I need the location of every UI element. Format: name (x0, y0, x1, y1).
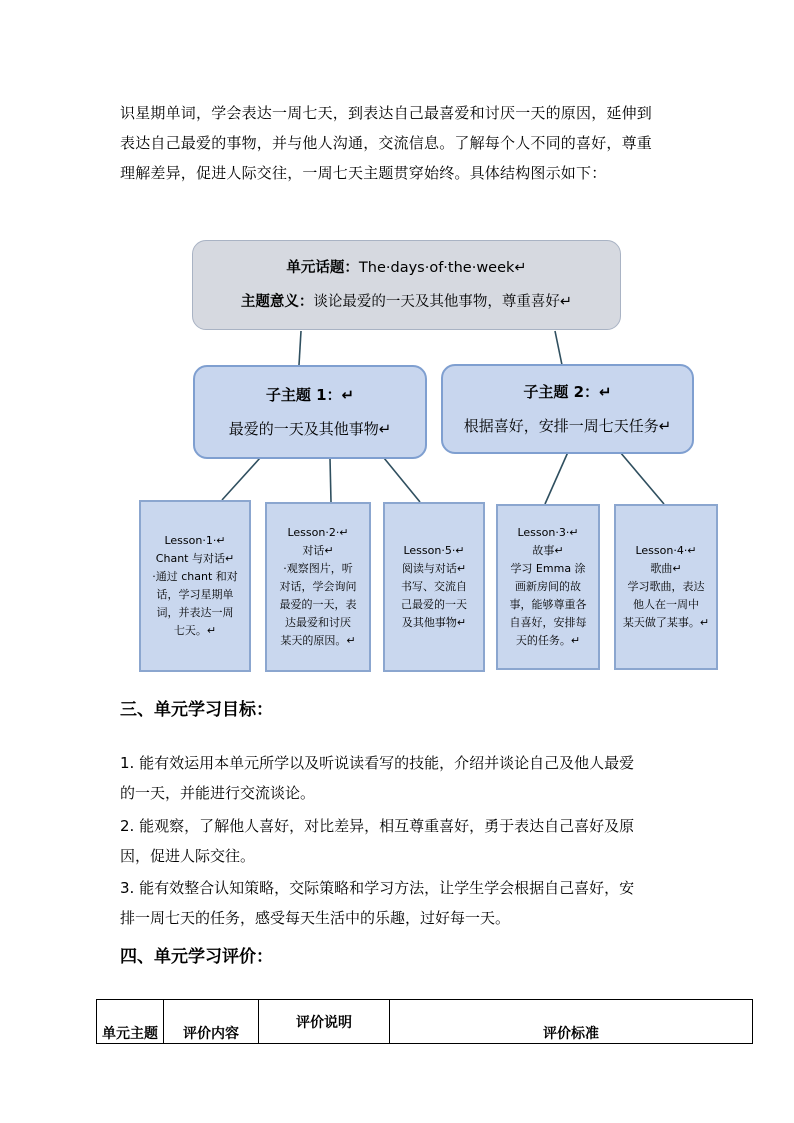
table-header-cell: 评价内容 (164, 1000, 259, 1044)
lesson-line: 阅读与对话↵ (401, 562, 467, 575)
lesson-line: 自喜好，安排每 (509, 616, 587, 629)
table-header-cell: 单元主题 (97, 1000, 164, 1044)
intro-line: 理解差异，促进人际交往，一周七天主题贯穿始终。具体结构图示如下： (120, 164, 607, 182)
objective-line: 1. 能有效运用本单元所学以及听说读看写的技能，介绍并谈论自己及他人最爱 (120, 754, 635, 772)
lesson-line: 书写、交流自 (401, 580, 467, 593)
lesson-5-box (383, 502, 485, 672)
connector-topic-sub2 (555, 331, 562, 365)
lesson-3-box (496, 504, 600, 670)
table-header-cell: 评价说明 (259, 1000, 390, 1044)
unit-topic-line (286, 251, 526, 285)
connector-sub2-lesson3 (545, 452, 568, 504)
lesson-line: 歌曲↵ (650, 562, 682, 575)
connector-sub1-lesson5 (384, 458, 420, 502)
section-4-heading: 四、单元学习评价： (120, 947, 273, 967)
objective-item-3 (120, 873, 676, 933)
lesson-line: 及其他事物↵ (401, 616, 467, 629)
objective-line: 排一周七天的任务，感受每天生活中的乐趣，过好每一天。 (120, 909, 511, 927)
lesson-line: 某天做了某事。↵ (622, 616, 710, 629)
objective-item-1 (120, 748, 676, 808)
subtopic-2-text: 根据喜好，安排一周七天任务↵ (463, 417, 672, 435)
lesson-line: Lesson·1·↵ (164, 534, 226, 547)
lesson-4-box (614, 504, 718, 670)
connector-sub1-lesson1 (222, 458, 260, 500)
lesson-line: Lesson·3·↵ (517, 526, 579, 539)
lesson-line: ·观察图片，听 (283, 562, 353, 575)
lesson-line: Lesson·4·↵ (635, 544, 697, 557)
lesson-line: Lesson·2·↵ (287, 526, 349, 539)
connector-sub2-lesson4 (620, 452, 664, 504)
lesson-line: 己最爱的一天 (401, 598, 467, 611)
objective-line: 因，促进人际交往。 (120, 847, 256, 865)
lesson-line: 对话，学会询问 (279, 580, 357, 593)
section-3-heading: 三、单元学习目标： (120, 700, 273, 720)
objective-line: 的一天，并能进行交流谈论。 (120, 784, 316, 802)
intro-line: 表达自己最爱的事物，并与他人沟通，交流信息。了解每个人不同的喜好，尊重 (120, 134, 653, 152)
lesson-2-box (265, 502, 371, 672)
theme-meaning-line (241, 285, 572, 319)
unit-topic-box (192, 240, 621, 330)
lesson-line: 故事↵ (532, 544, 564, 557)
subtopic-1-text: 最爱的一天及其他事物↵ (228, 420, 392, 438)
lesson-line: 词，并表达一周 (156, 606, 234, 619)
theme-meaning-label: 主题意义： (240, 294, 314, 310)
lesson-line: 对话↵ (302, 544, 334, 557)
lesson-line: 达最爱和讨厌 (285, 616, 351, 629)
lesson-line: 某天的原因。↵ (280, 634, 356, 647)
lesson-line: Lesson·5·↵ (403, 544, 465, 557)
lesson-line: 学习 Emma 涂 (510, 562, 586, 575)
intro-line: 识星期单词，学会表达一周七天，到表达自己最喜爱和讨厌一天的原因，延伸到 (120, 104, 653, 122)
unit-topic-label: 单元话题： (286, 260, 359, 276)
subtopic-2-title: 子主题 2：↵ (523, 383, 612, 401)
objective-line: 2. 能观察，了解他人喜好，对比差异，相互尊重喜好，勇于表达自己喜好及原 (120, 817, 635, 835)
connector-topic-sub1 (299, 331, 301, 365)
lesson-line: 事，能够尊重各 (509, 598, 587, 611)
lesson-line: 话，学习星期单 (156, 588, 234, 601)
lesson-line: 天的任务。↵ (515, 634, 581, 647)
lesson-1-box (139, 500, 251, 672)
lesson-line: 七天。↵ (173, 624, 217, 637)
objective-item-2 (120, 811, 676, 871)
lesson-line: ·通过 chant 和对 (152, 570, 238, 583)
evaluation-table (96, 999, 753, 1044)
table-header-cell: 评价标准 (390, 1000, 753, 1044)
theme-meaning-value: 谈论最爱的一天及其他事物，尊重喜好↵ (313, 294, 573, 310)
lesson-line: 最爱的一天，表 (279, 598, 357, 611)
table-header-row (97, 1000, 753, 1044)
lesson-line: Chant 与对话↵ (155, 552, 235, 565)
objective-line: 3. 能有效整合认知策略，交际策略和学习方法，让学生学会根据自己喜好，安 (120, 879, 635, 897)
connector-sub1-lesson2 (330, 458, 331, 502)
lesson-line: 画新房间的故 (515, 580, 581, 593)
subtopic-1-box (193, 365, 427, 459)
subtopic-1-title: 子主题 1：↵ (265, 386, 355, 404)
lesson-line: 学习歌曲，表达 (627, 580, 705, 593)
subtopic-2-box (441, 364, 694, 454)
lesson-line: 他人在一周中 (633, 598, 699, 611)
unit-topic-value: The·days·of·the·week↵ (358, 260, 527, 276)
